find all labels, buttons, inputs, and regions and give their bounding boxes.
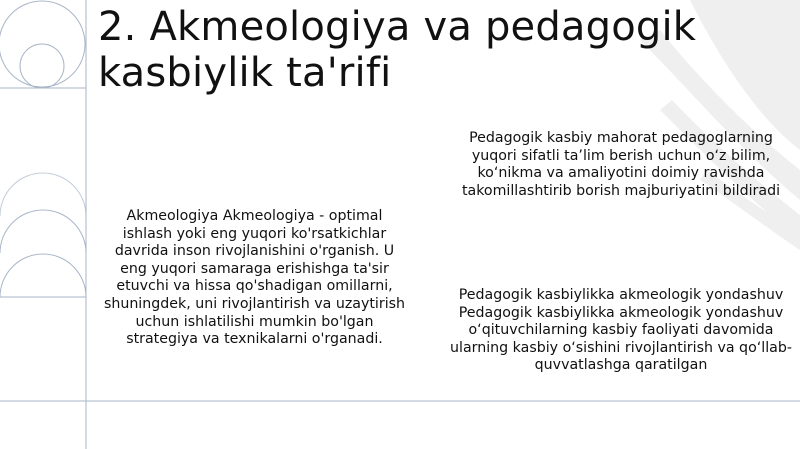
text-line: Pedagogik kasbiylikka akmeologik yondashuv <box>458 304 784 321</box>
text-line: uchun ishlatilishi mumkin bo'lgan <box>135 313 374 330</box>
text-line: eng yuqori samaraga erishishga ta'sir <box>120 260 389 277</box>
text-line: davrida inson rivojlanishini o'rganish. U <box>114 243 395 260</box>
text-line: takomillashtirib borish majburiyatini bildiradi <box>461 182 781 199</box>
title-line: kasbiylik ta'rifi <box>98 50 392 96</box>
text-line: shuningdek, uni rivojlantirish va uzaytirish <box>103 295 406 312</box>
title-line: 2. Akmeologiya va pedagogik <box>98 4 697 50</box>
text-line: o‘qituvchilarning kasbiy faoliyati davomida <box>468 322 774 339</box>
text-line: ko‘nikma va amaliyotini doimiy ravishda <box>477 165 765 182</box>
text-line: Akmeologiya Akmeologiya - optimal <box>126 208 383 224</box>
text-line: ularning kasbiy o‘sishini rivojlantirish va qo‘llab- <box>450 339 792 356</box>
text-line: yuqori sifatli ta’lim berish uchun o‘z bilim, <box>471 147 771 164</box>
akmeologik-yondashuv-text <box>450 287 792 375</box>
text-line: etuvchi va hissa qo'shadigan omillarni, <box>116 278 393 295</box>
text-line: ishlash yoki eng yuqori ko'rsatkichlar <box>122 225 387 242</box>
pedagogik-mahorat-text <box>456 130 786 200</box>
text-line: Pedagogik kasbiylikka akmeologik yondashuv <box>458 287 784 303</box>
akmeologiya-definition-text <box>98 208 411 349</box>
text-line: quvvatlashga qaratilgan <box>534 357 708 374</box>
text-line: Pedagogik kasbiy mahorat pedagoglarning <box>469 130 773 146</box>
slide-title <box>98 4 738 96</box>
text-line: strategiya va texnikalarni o'rganadi. <box>126 331 383 348</box>
